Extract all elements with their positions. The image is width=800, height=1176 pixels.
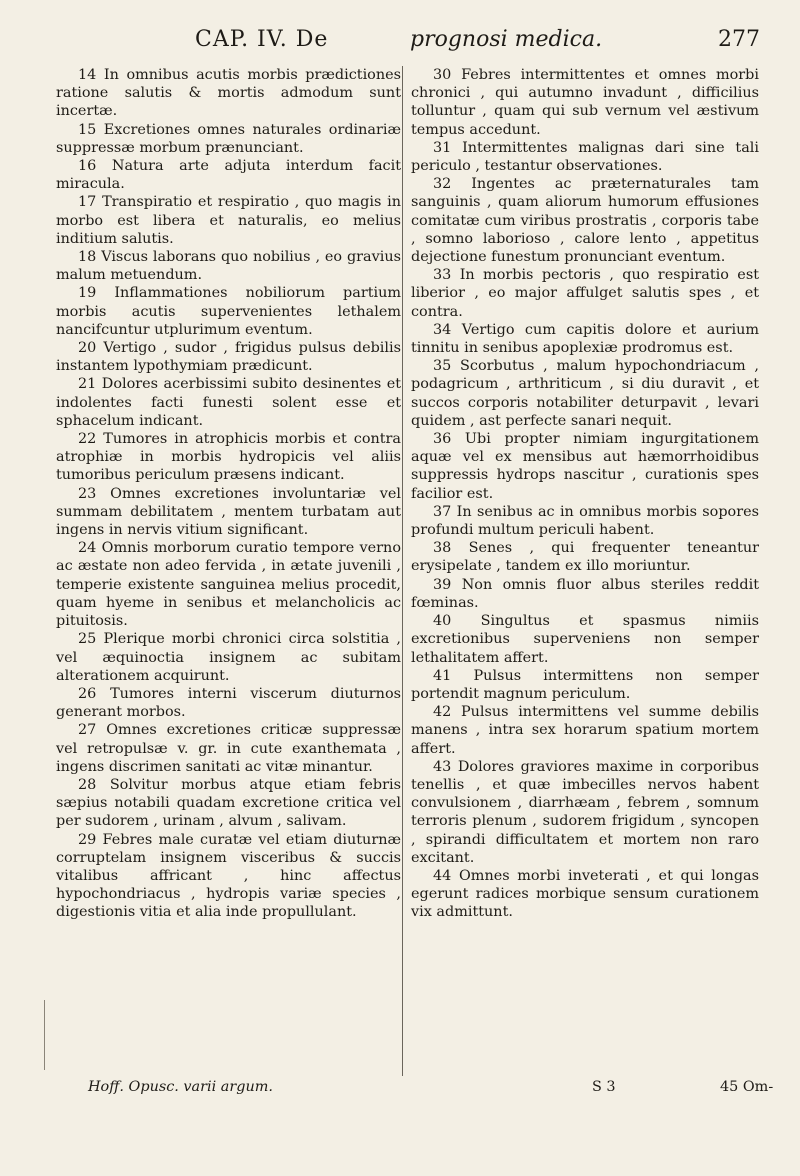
- aphorism-text: Vertigo , sudor , frigidus pulsus debilis instantem lypothymiam prædicunt.: [56, 340, 401, 375]
- aphorism-paragraph: [411, 667, 759, 703]
- aphorism-text: Omnes morbi inveterati , et qui longas egerunt radices morbique sensum curationem vix admittunt.: [411, 867, 760, 921]
- aphorism-paragraph: [411, 357, 759, 430]
- aphorism-paragraph: [411, 539, 759, 575]
- aphorism-paragraph: [411, 576, 759, 612]
- aphorism-paragraph: [56, 430, 401, 485]
- aphorism-paragraph: [56, 485, 401, 540]
- aphorism-paragraph: [56, 284, 401, 339]
- aphorism-number: 43: [433, 758, 452, 775]
- aphorism-paragraph: [411, 321, 759, 357]
- aphorism-number: 29: [78, 831, 97, 848]
- aphorism-text: Tumores interni viscerum diuturnos generant morbos.: [56, 685, 401, 721]
- aphorism-paragraph: [56, 630, 401, 685]
- aphorism-text: Ingentes ac præternaturales tam sanguinis , quam aliorum humorum effusiones comitatæ cum viribus prostratis , corporis tabe , somno laborioso , calore lento , appetitus dejectione funestum pronunciant eventum.: [411, 176, 759, 266]
- aphorism-text: Dolores acerbissimi subito desinentes et indolentes facti funesti solent esse et sphacelum indicant.: [56, 376, 402, 429]
- aphorism-number: 17: [78, 194, 97, 211]
- aphorism-number: 32: [433, 176, 452, 193]
- aphorism-text: Singultus et spasmus nimiis excretionibus superveniens non semper lethalitatem affert.: [411, 613, 759, 666]
- aphorism-number: 25: [78, 631, 97, 648]
- aphorism-number: 36: [433, 431, 452, 448]
- aphorism-number: 19: [78, 285, 97, 302]
- aphorism-paragraph: [411, 139, 759, 175]
- aphorism-paragraph: [56, 375, 401, 430]
- aphorism-text: Vertigo cum capitis dolore et aurium tinnitu in senibus apoplexiæ prodromus est.: [411, 321, 759, 357]
- aphorism-paragraph: [411, 503, 759, 539]
- aphorism-text: Plerique morbi chronici circa solstitia , vel æquinoctia insignem ac subitam alterationem acquirunt.: [56, 631, 402, 684]
- aphorism-number: 38: [433, 540, 452, 557]
- aphorism-text: Scorbutus , malum hypochondriacum , podagricum , arthriticum , si diu duravit , et succos corporis notabiliter deturpavit , levari quidem , ast perfecte sanari nequit.: [411, 358, 759, 429]
- aphorism-number: 18: [78, 249, 97, 266]
- aphorism-number: 24: [78, 540, 97, 557]
- aphorism-number: 42: [433, 704, 452, 721]
- aphorism-paragraph: [411, 175, 759, 266]
- aphorism-paragraph: [411, 66, 759, 139]
- aphorism-number: 34: [433, 321, 452, 338]
- aphorism-text: Ubi propter nimiam ingurgitationem aquæ vel ex mensibus aut hæmorrhoidibus suppressis hydrops nascitur , curationis spes facilior est.: [411, 431, 759, 502]
- aphorism-text: Omnes excretiones involuntariæ vel summam debilitatem , mentem turbatam aut ingens in nervis vitium significant.: [56, 485, 401, 539]
- aphorism-paragraph: [56, 539, 401, 630]
- aphorism-number: 39: [433, 576, 452, 593]
- aphorism-text: Pulsus intermittens vel summe debilis manens , intra sex horarum spatium mortem affert.: [411, 704, 760, 757]
- aphorism-number: 15: [78, 121, 97, 138]
- aphorism-paragraph: [411, 430, 759, 503]
- aphorism-number: 30: [433, 67, 452, 83]
- aphorism-number: 35: [433, 358, 452, 375]
- aphorism-text: Non omnis fluor albus steriles reddit fœminas.: [411, 576, 760, 611]
- aphorism-text: Viscus laborans quo nobilius , eo gravius malum metuendum.: [56, 249, 401, 284]
- aphorism-text: Natura arte adjuta interdum facit miracula.: [56, 158, 401, 193]
- aphorism-number: 20: [78, 340, 97, 357]
- aphorism-number: 31: [433, 139, 452, 156]
- aphorism-number: 23: [78, 485, 97, 502]
- aphorism-number: 44: [433, 867, 452, 884]
- aphorism-text: Intermittentes malignas dari sine tali periculo , testantur observationes.: [411, 139, 760, 175]
- aphorism-paragraph: [411, 758, 759, 867]
- aphorism-text: Dolores graviores maxime in corporibus tenellis , et quæ imbecilles nervos habent convulsionem , diarrhæam , febrem , somnum terroris plenum , sudorem frigidum , syncopen , spirandi difficultatem et mortem non raro excitant.: [411, 758, 759, 866]
- aphorism-paragraph: [411, 266, 759, 321]
- page-number: 277: [718, 27, 760, 52]
- aphorism-paragraph: [56, 685, 401, 721]
- running-header: [100, 20, 760, 60]
- aphorism-number: 22: [78, 431, 97, 448]
- aphorism-number: 28: [78, 776, 97, 793]
- aphorism-paragraph: [56, 339, 401, 375]
- aphorism-paragraph: [56, 157, 401, 193]
- aphorism-text: Pulsus intermittens non semper portendit magnum periculum.: [411, 667, 760, 702]
- aphorism-text: Febres male curatæ vel etiam diuturnæ corruptelam insignem visceribus & succis vitalibus affricant , hinc affectus hypochondriacus , hydropis variæ species , digestionis vitia et alia inde propullulant.: [56, 831, 402, 921]
- aphorism-number: 14: [78, 67, 97, 83]
- aphorism-text: In omnibus acutis morbis prædictiones ratione salutis & mortis admodum sunt incertæ.: [56, 67, 402, 120]
- aphorism-paragraph: [56, 248, 401, 284]
- aphorism-paragraph: [411, 703, 759, 758]
- aphorism-text: Senes , qui frequenter teneantur erysipelate , tandem ex illo moriuntur.: [411, 540, 759, 575]
- aphorism-text: Omnes excretiones criticæ suppressæ vel retropulsæ v. gr. in cute exanthemata , ingens discrimen sanitati ac vitæ minantur.: [56, 722, 401, 775]
- aphorism-text: Transpiratio et respiratio , quo magis in morbo est libera et naturalis, eo melius inditium salutis.: [56, 194, 401, 247]
- column-divider: [402, 66, 403, 1076]
- running-title: prognosi medica.: [410, 27, 603, 52]
- aphorism-text: In senibus ac in omnibus morbis sopores profundi multum periculi habent.: [411, 503, 760, 539]
- aphorism-number: 40: [433, 613, 452, 630]
- aphorism-number: 41: [433, 667, 452, 684]
- aphorism-paragraph: [56, 831, 401, 922]
- aphorism-text: Febres intermittentes et omnes morbi chronici , qui autumno invadunt , difficilius tolluntur , quam qui sub vernum vel æstivum tempus accedunt.: [411, 67, 759, 138]
- aphorism-number: 21: [78, 376, 97, 393]
- aphorism-paragraph: [56, 193, 401, 248]
- aphorism-paragraph: [56, 121, 401, 157]
- aphorism-number: 27: [78, 722, 97, 739]
- aphorism-text: Excretiones omnes naturales ordinariæ suppressæ morbum prænunciant.: [56, 121, 402, 156]
- catchword: 45 Om-: [720, 1079, 774, 1095]
- aphorism-number: 26: [78, 685, 97, 702]
- aphorism-paragraph: [56, 776, 401, 831]
- aphorism-text: Tumores in atrophicis morbis et contra atrophiæ in morbis hydropicis vel aliis tumoribus periculum præsens indicant.: [56, 431, 401, 484]
- aphorism-text: Inflammationes nobiliorum partium morbis acutis supervenientes lethalem nancifcuntur utplurimum eventum.: [56, 285, 401, 338]
- footer-reference: Hoff. Opusc. varii argum.: [88, 1079, 273, 1095]
- aphorism-paragraph: [56, 66, 401, 121]
- chapter-heading: CAP. IV. De: [195, 27, 329, 52]
- aphorism-number: 37: [433, 503, 452, 520]
- aphorism-text: Solvitur morbus atque etiam febris sæpius notabili quadam excretione critica vel per sudorem , urinam , alvum , salivam.: [56, 776, 402, 830]
- page-edge-mark: [44, 1000, 45, 1070]
- signature-mark: S 3: [592, 1079, 616, 1095]
- left-column: [56, 66, 401, 922]
- right-column: [411, 66, 759, 922]
- aphorism-number: 33: [433, 267, 452, 284]
- aphorism-paragraph: [411, 867, 759, 922]
- aphorism-text: Omnis morborum curatio tempore verno ac æstate non adeo fervida , in ætate juvenili , temperie existente sanguinea melius procedit, quam hyeme in senibus et melancholicis ac pituitosis.: [56, 540, 401, 630]
- aphorism-text: In morbis pectoris , quo respiratio est liberior , eo major affulget salutis spes , et contra.: [411, 267, 759, 320]
- aphorism-paragraph: [411, 612, 759, 667]
- aphorism-number: 16: [78, 158, 97, 175]
- aphorism-paragraph: [56, 721, 401, 776]
